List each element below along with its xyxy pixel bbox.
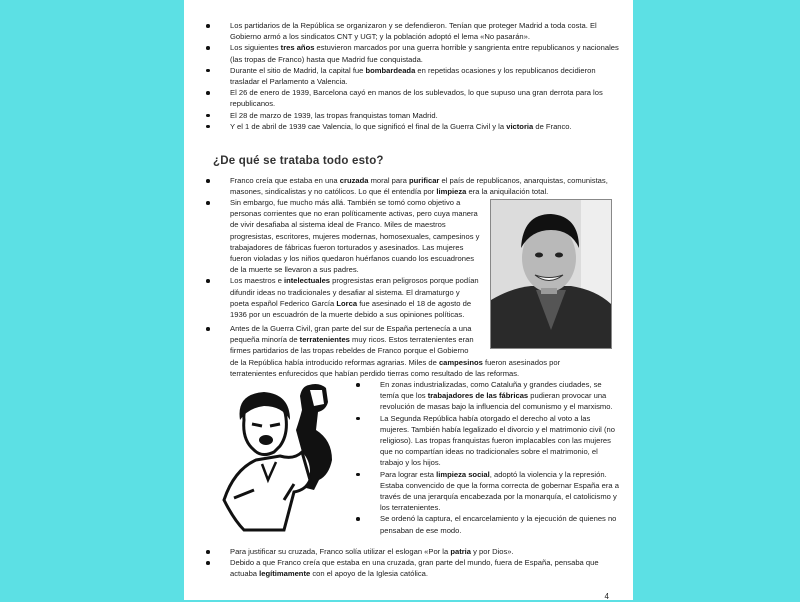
bullet-item: Para justificar su cruzada, Franco solía utilizar el eslogan «Por la patria y por Dios». (184, 546, 633, 557)
bullet-item: Franco creía que estaba en una cruzada moral para purificar el país de republicanos, anarquistas, comunistas, masones, sindicalistas y no católicos. Lo que él entendía por limpieza era la aniquilación total. (184, 175, 633, 197)
bold-term: campesinos (438, 357, 483, 367)
bullet-item: Sin embargo, fue mucho más allá. También se tomó como objetivo a personas corrientes que no eran políticamente activas, pero cuya manera de vivir desafiaba al sistema ideal de Franco. Miles de maestros progresistas, escritores, mujeres modernas, homosexuales, campesinos y trabajadores de fábricas fueron torturados y asesinados. Las mujeres fueron violadas y los niños quedaron huérfanos cuando los escuadrones de la muerte se llevaron a sus padres. (184, 197, 494, 275)
text-line: pequeña minoría de terratenientes muy ricos. Estos terratenientes eran (230, 335, 474, 345)
bold-term: terratenientes (299, 335, 350, 345)
bold-term: patria (450, 547, 472, 556)
bullet-item: Se ordenó la captura, el encarcelamiento y la ejecución de quienes no pensaban de ese modo. (334, 513, 633, 535)
bullet-item: Los partidarios de la República se organizaron y se defendieron. Tenían que proteger Madrid a toda costa. El Gobierno armó a los sindicatos CNT y UGT; y la población adoptó el lema «No pasarán». (184, 20, 633, 42)
text-line: firmes partidarios de las tropas rebeldes de Franco porque el Gobierno (230, 346, 469, 356)
bold-term: bombardeada (365, 65, 416, 75)
page-content (184, 0, 633, 600)
bold-term: legítimamente (259, 569, 311, 579)
section2-list-beside-photo (184, 197, 494, 320)
bullet-item: Para lograr esta limpieza social, adoptó la violencia y la represión. Estaba convencido de que la forma correcta de gobernar España era a través de una jerarquía encabezada por la monarquía, el catolicismo y los terratenientes. (334, 469, 633, 514)
section2-list-end (184, 546, 633, 580)
section-heading: ¿De qué se trataba todo esto? (213, 155, 384, 167)
text-line: Antes de la Guerra Civil, gran parte del sur de España pertenecía a una (230, 324, 472, 333)
bullet-item: Los maestros e intelectuales progresistas eran peligrosos porque podían difundir ideas no tradicionales y desafiar al sistema. El dramaturgo y poeta español Federico García Lorca fue asesinado el 18 de agosto de 1936 por un escuadrón de la muerte debido a sus opiniones políticas. (184, 275, 494, 320)
bold-term: intelectuales (284, 276, 331, 286)
bold-term: Lorca (336, 298, 358, 308)
document-page (184, 0, 633, 600)
bold-term: cruzada (339, 176, 369, 185)
section2-list-beside-illustration (334, 379, 633, 536)
bold-term: trabajadores de las fábricas (427, 391, 529, 401)
bullet-item: En zonas industrializadas, como Cataluña y grandes ciudades, se temía que los trabajadores de las fábricas pudieran provocar una revolución de masas bajo la influencia del comunismo y el marxismo. (334, 379, 633, 413)
bullet-item: El 26 de enero de 1939, Barcelona cayó en manos de los sublevados, lo que supuso una gran derrota para los republicanos. (184, 87, 633, 109)
bold-term: purificar (409, 176, 440, 185)
bold-term: tres años (280, 43, 315, 53)
bullet-item: El 28 de marzo de 1939, las tropas franquistas toman Madrid. (184, 110, 633, 121)
section1-list (184, 20, 633, 132)
section2-list-full (184, 175, 633, 197)
bullet-item (184, 323, 633, 379)
bullet-item: Y el 1 de abril de 1939 cae Valencia, lo que significó el final de la Guerra Civil y la victoria de Franco. (184, 121, 633, 132)
page-number: 4 (604, 592, 609, 601)
bullet-item: La Segunda República había otorgado el derecho al voto a las mujeres. También había legalizado el divorcio y el matrimonio civil (no religioso). Las tropas franquistas fueron implacables con las mujeres que no compartían ideas no tradicionales sobre el matrimonio, el trabajo y los hijos. (334, 413, 633, 469)
terratenientes-list (184, 323, 633, 379)
text-line: terratenientes enfurecidos que habían perdido tierras como resultado de las reformas. (230, 368, 520, 378)
bullet-item: Durante el sitio de Madrid, la capital fue bombardeada en repetidas ocasiones y los republicanos decidieron trasladar el Parlamento a Valencia. (184, 65, 633, 87)
bold-term: limpieza social (436, 469, 490, 479)
bullet-item: Debido a que Franco creía que estaba en una cruzada, gran parte del mundo, fuera de España, pensaba que actuaba legítimamente con el apoyo de la Iglesia católica. (184, 557, 633, 579)
bold-term: victoria (506, 121, 534, 131)
raised-fist-icon (214, 380, 344, 535)
bullet-item: Los siguientes tres años estuvieron marcados por una guerra horrible y sangrienta entre republicanos y nacionales (las tropas de Franco) hasta que Madrid fue conquistada. (184, 42, 633, 64)
bold-term: limpieza (436, 187, 467, 197)
raised-fist-illustration (214, 380, 344, 535)
text-line: de la República había introducido reformas agrarias. Miles de campesinos fueron asesinados por (230, 357, 561, 367)
